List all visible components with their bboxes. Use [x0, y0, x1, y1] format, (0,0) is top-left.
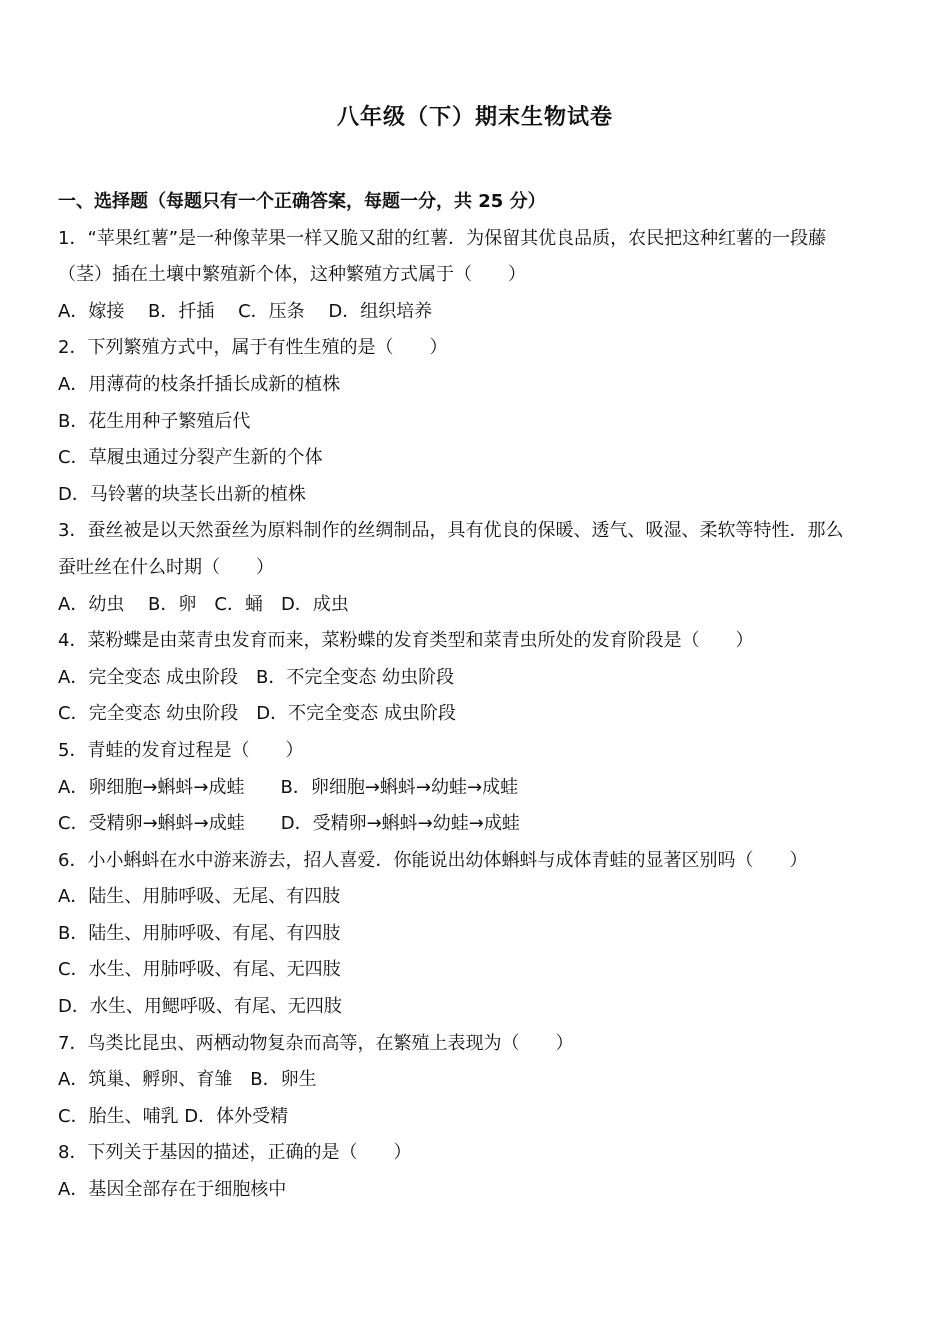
- answer-option-line: B．陆生、用肺呼吸、有尾、有四肢: [58, 922, 341, 944]
- answer-option-line: C．胎生、哺乳 D．体外受精: [58, 1105, 289, 1127]
- answer-option-line: A．筑巢、孵卵、育雏 B．卵生: [58, 1069, 317, 1091]
- answer-option-line: D．马铃薯的块茎长出新的植株: [58, 483, 306, 505]
- question-text-line: 蚕吐丝在什么时期（ ）: [58, 556, 274, 578]
- answer-option-line: A．卵细胞→蝌蚪→成蛙 B．卵细胞→蝌蚪→幼蛙→成蛙: [58, 776, 519, 798]
- question-text-line: （茎）插在土壤中繁殖新个体，这种繁殖方式属于（ ）: [58, 264, 526, 286]
- question-text-line: 5．青蛙的发育过程是（ ）: [58, 739, 304, 761]
- answer-option-line: A．嫁接 B．扦插 C．压条 D．组织培养: [58, 300, 433, 322]
- answer-option-line: C．受精卵→蝌蚪→成蛙 D．受精卵→蝌蚪→幼蛙→成蛙: [58, 813, 520, 835]
- answer-option-line: A．用薄荷的枝条扦插长成新的植株: [58, 373, 341, 395]
- answer-option-line: C．水生、用肺呼吸、有尾、无四肢: [58, 959, 341, 981]
- answer-option-line: A．完全变态 成虫阶段 B．不完全变态 幼虫阶段: [58, 666, 455, 688]
- exam-body: [58, 184, 898, 1209]
- answer-option-line: D．水生、用鳃呼吸、有尾、无四肢: [58, 996, 342, 1018]
- question-text-line: 1．“苹果红薯”是一种像苹果一样又脆又甜的红薯．为保留其优良品质，农民把这种红薯的一段藤: [58, 227, 827, 249]
- answer-option-line: A．陆生、用肺呼吸、无尾、有四肢: [58, 886, 341, 908]
- answer-option-line: C．草履虫通过分裂产生新的个体: [58, 447, 323, 469]
- page-title: 八年级（下）期末生物试卷: [336, 105, 613, 130]
- answer-option-line: A．基因全部存在于细胞核中: [58, 1179, 287, 1201]
- question-text-line: 3．蚕丝被是以天然蚕丝为原料制作的丝绸制品，具有优良的保暖、透气、吸湿、柔软等特性．那么: [58, 520, 844, 542]
- question-text-line: 8．下列关于基因的描述，正确的是（ ）: [58, 1142, 412, 1164]
- question-text-line: 4．菜粉蝶是由菜青虫发育而来，菜粉蝶的发育类型和菜青虫所处的发育阶段是（ ）: [58, 630, 754, 652]
- question-text-line: 7．鸟类比昆虫、两栖动物复杂而高等，在繁殖上表现为（ ）: [58, 1032, 574, 1054]
- section-heading: 一、选择题（每题只有一个正确答案，每题一分，共 25 分）: [58, 191, 546, 212]
- answer-option-line: C．完全变态 幼虫阶段 D．不完全变态 成虫阶段: [58, 703, 456, 725]
- question-text-line: 2．下列繁殖方式中，属于有性生殖的是（ ）: [58, 337, 448, 359]
- answer-option-line: A．幼虫 B．卵 C．蛹 D．成虫: [58, 593, 349, 615]
- question-text-line: 6．小小蝌蚪在水中游来游去，招人喜爱．你能说出幼体蝌蚪与成体青蛙的显著区别吗（ ）: [58, 849, 808, 871]
- answer-option-line: B．花生用种子繁殖后代: [58, 410, 251, 432]
